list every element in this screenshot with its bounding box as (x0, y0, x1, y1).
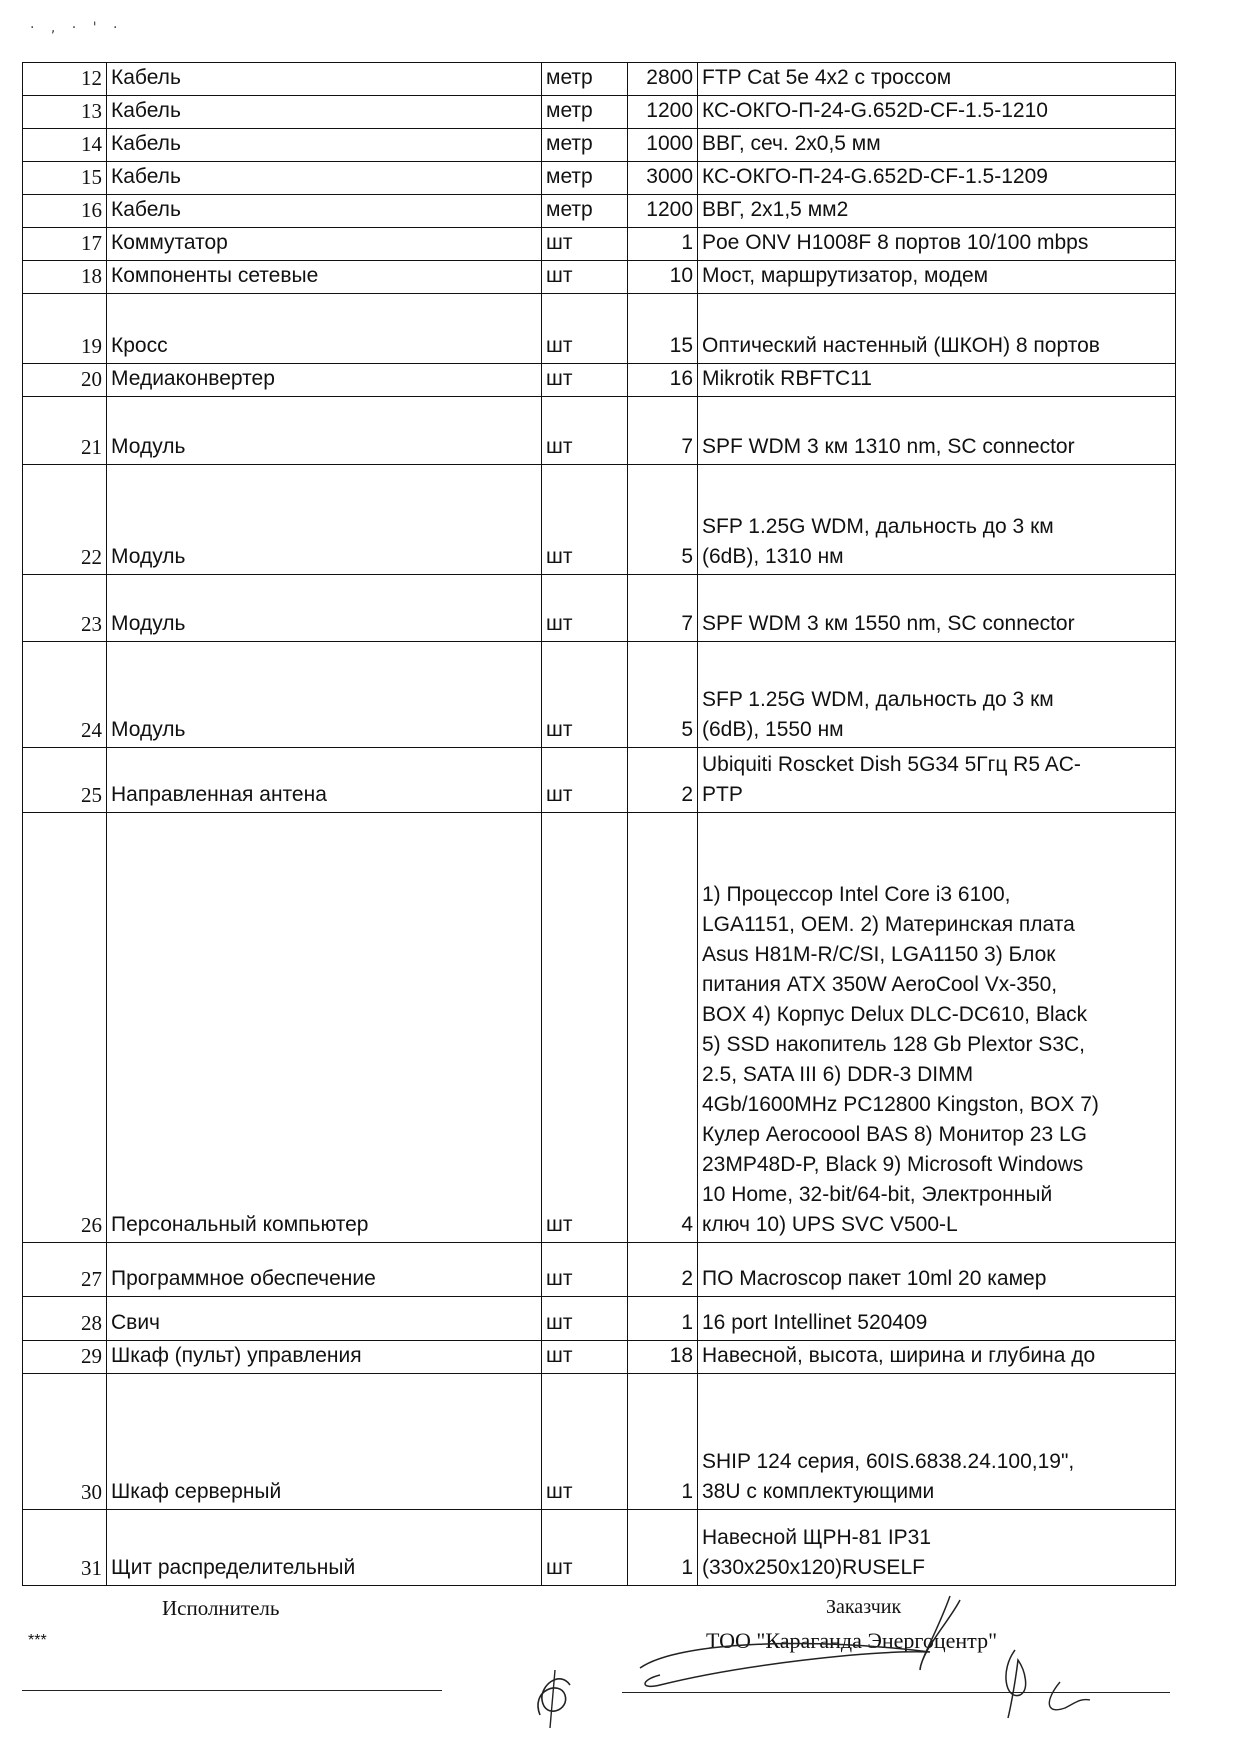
customer-signature (620, 1590, 1090, 1720)
quantity: 1 (628, 228, 698, 261)
table-row (23, 364, 1176, 397)
row-number: 30 (23, 1374, 107, 1510)
item-name: Коммутатор (107, 228, 542, 261)
row-number: 15 (23, 162, 107, 195)
item-name: Кабель (107, 162, 542, 195)
quantity: 4 (628, 813, 698, 1243)
executor-label: Исполнитель (162, 1596, 280, 1620)
item-description: Ubiquiti Roscket Dish 5G34 5Ггц R5 AC- PTP (698, 748, 1176, 813)
table-row (23, 748, 1176, 813)
item-description: FTP Cat 5e 4x2 с троссом (698, 63, 1176, 96)
executor-signature-line (22, 1690, 442, 1691)
table-row (23, 261, 1176, 294)
row-number: 16 (23, 195, 107, 228)
unit-of-measure: шт (542, 813, 628, 1243)
row-number: 31 (23, 1510, 107, 1586)
unit-of-measure: шт (542, 1510, 628, 1586)
table-row (23, 465, 1176, 575)
row-number: 22 (23, 465, 107, 575)
unit-of-measure: шт (542, 364, 628, 397)
unit-of-measure: метр (542, 96, 628, 129)
item-description: Навесной, высота, ширина и глубина до (698, 1341, 1176, 1374)
table-row (23, 294, 1176, 364)
item-description: КС-ОКГО-П-24-G.652D-CF-1.5-1209 (698, 162, 1176, 195)
item-name: Компоненты сетевые (107, 261, 542, 294)
unit-of-measure: шт (542, 1243, 628, 1297)
table-row (23, 228, 1176, 261)
row-number: 23 (23, 575, 107, 642)
item-description: ВВГ, 2х1,5 мм2 (698, 195, 1176, 228)
item-description: SFP 1.25G WDM, дальность до 3 км (6dB), 1310 нм (698, 465, 1176, 575)
row-number: 12 (23, 63, 107, 96)
item-description: SHIP 124 серия, 60IS.6838.24.100,19", 38U с комплектующими (698, 1374, 1176, 1510)
quantity: 1200 (628, 96, 698, 129)
item-description: ПО Macroscop пакет 10ml 20 камер (698, 1243, 1176, 1297)
item-description: КС-ОКГО-П-24-G.652D-CF-1.5-1210 (698, 96, 1176, 129)
quantity: 18 (628, 1341, 698, 1374)
item-description: Mikrotik RBFTC11 (698, 364, 1176, 397)
item-name: Медиаконвертер (107, 364, 542, 397)
row-number: 14 (23, 129, 107, 162)
specification-table (22, 62, 1176, 1586)
row-number: 29 (23, 1341, 107, 1374)
scan-specks: · , · ' · (30, 20, 124, 36)
quantity: 7 (628, 397, 698, 465)
unit-of-measure: шт (542, 228, 628, 261)
table-row (23, 813, 1176, 1243)
unit-of-measure: шт (542, 642, 628, 748)
unit-of-measure: метр (542, 162, 628, 195)
quantity: 1 (628, 1510, 698, 1586)
quantity: 7 (628, 575, 698, 642)
unit-of-measure: шт (542, 261, 628, 294)
item-name: Персональный компьютер (107, 813, 542, 1243)
unit-of-measure: шт (542, 748, 628, 813)
quantity: 5 (628, 465, 698, 575)
unit-of-measure: шт (542, 465, 628, 575)
customer-organization: ТОО "Караганда Энергоцентр" (706, 1628, 998, 1653)
unit-of-measure: шт (542, 1374, 628, 1510)
table-body (23, 63, 1176, 1586)
quantity: 3000 (628, 162, 698, 195)
table-row (23, 575, 1176, 642)
item-name: Шкаф серверный (107, 1374, 542, 1510)
quantity: 2800 (628, 63, 698, 96)
item-description: SPF WDM 3 км 1550 nm, SC connector (698, 575, 1176, 642)
item-description: ВВГ, сеч. 2х0,5 мм (698, 129, 1176, 162)
item-name: Свич (107, 1297, 542, 1341)
quantity: 16 (628, 364, 698, 397)
row-number: 17 (23, 228, 107, 261)
table-row (23, 1374, 1176, 1510)
item-description: 1) Процессор Intel Core i3 6100, LGA1151, OEM. 2) Материнская плата Asus H81M-R/C/SI, LGA1150 3) Блок питания ATX 350W AeroCool Vx-350, BOX 4) Корпус Delux DLC-DC610, Black 5) SSD накопитель 128 Gb Plextor S3C, 2.5, SATA III 6) DDR-3 DIMM 4Gb/1600MHz PC12800 Kingston, BOX 7) Кулер Aerocoool BAS 8) Монитор 23 LG 23MP48D-P, Black 9) Microsoft Windows 10 Home, 32-bit/64-bit, Электронный ключ 10) UPS SVC V500-L (698, 813, 1176, 1243)
table-row (23, 1243, 1176, 1297)
item-name: Кабель (107, 96, 542, 129)
table-row (23, 1341, 1176, 1374)
item-description: Poe ONV H1008F 8 портов 10/100 mbps (698, 228, 1176, 261)
item-description: Мост, маршрутизатор, модем (698, 261, 1176, 294)
executor-signature (520, 1660, 590, 1730)
table-row (23, 162, 1176, 195)
item-name: Модуль (107, 397, 542, 465)
quantity: 2 (628, 1243, 698, 1297)
item-description: Оптический настенный (ШКОН) 8 портов (698, 294, 1176, 364)
item-name: Кабель (107, 129, 542, 162)
quantity: 1 (628, 1297, 698, 1341)
quantity: 1 (628, 1374, 698, 1510)
row-number: 13 (23, 96, 107, 129)
item-name: Щит распределительный (107, 1510, 542, 1586)
row-number: 24 (23, 642, 107, 748)
table-row (23, 1297, 1176, 1341)
table-row (23, 96, 1176, 129)
item-name: Кросс (107, 294, 542, 364)
unit-of-measure: шт (542, 294, 628, 364)
item-name: Модуль (107, 642, 542, 748)
row-number: 26 (23, 813, 107, 1243)
item-name: Программное обеспечение (107, 1243, 542, 1297)
table-row (23, 129, 1176, 162)
row-number: 20 (23, 364, 107, 397)
unit-of-measure: метр (542, 195, 628, 228)
table-row (23, 63, 1176, 96)
row-number: 19 (23, 294, 107, 364)
stars-mark: *** (28, 1632, 47, 1649)
unit-of-measure: метр (542, 63, 628, 96)
table-row (23, 397, 1176, 465)
table-row (23, 642, 1176, 748)
row-number: 25 (23, 748, 107, 813)
customer-label: Заказчик (826, 1596, 902, 1618)
table-row (23, 195, 1176, 228)
unit-of-measure: шт (542, 1297, 628, 1341)
item-name: Кабель (107, 195, 542, 228)
table-row (23, 1510, 1176, 1586)
item-name: Направленная антена (107, 748, 542, 813)
item-description: SPF WDM 3 км 1310 nm, SC connector (698, 397, 1176, 465)
row-number: 27 (23, 1243, 107, 1297)
unit-of-measure: шт (542, 1341, 628, 1374)
item-description: Навесной ЩРН-81 IP31 (330x250x120)RUSELF (698, 1510, 1176, 1586)
quantity: 2 (628, 748, 698, 813)
item-name: Модуль (107, 465, 542, 575)
unit-of-measure: шт (542, 575, 628, 642)
row-number: 21 (23, 397, 107, 465)
item-description: 16 port Intellinet 520409 (698, 1297, 1176, 1341)
item-name: Кабель (107, 63, 542, 96)
item-description: SFP 1.25G WDM, дальность до 3 км (6dB), 1550 нм (698, 642, 1176, 748)
quantity: 1000 (628, 129, 698, 162)
item-name: Модуль (107, 575, 542, 642)
row-number: 18 (23, 261, 107, 294)
quantity: 15 (628, 294, 698, 364)
unit-of-measure: шт (542, 397, 628, 465)
quantity: 1200 (628, 195, 698, 228)
item-name: Шкаф (пульт) управления (107, 1341, 542, 1374)
row-number: 28 (23, 1297, 107, 1341)
quantity: 10 (628, 261, 698, 294)
quantity: 5 (628, 642, 698, 748)
unit-of-measure: метр (542, 129, 628, 162)
